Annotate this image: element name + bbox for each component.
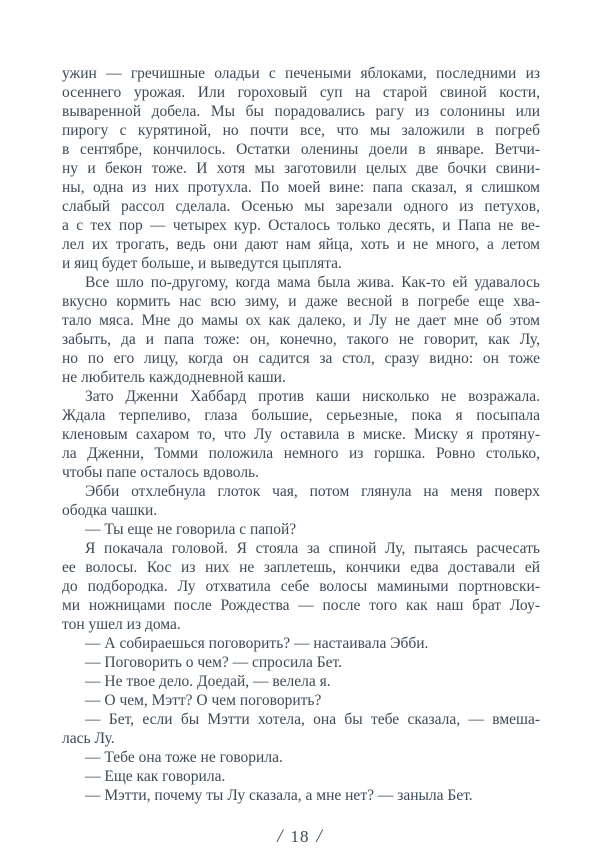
- text-line: Зато Дженни Хаббард против каши нисколько не возражала.: [85, 388, 540, 405]
- text-line: — Тебе она тоже не говорила.: [85, 749, 283, 766]
- text-line: — О чем, Мэтт? О чем поговорить?: [85, 692, 322, 709]
- text-line: вкусно кормить нас всю зиму, и даже весной в погребе еще хва-: [62, 293, 540, 310]
- text-line: — Мэтти, почему ты Лу сказала, а мне нет? — заныла Бет.: [85, 787, 473, 804]
- text-line: Эбби отхлебнула глоток чая, потом глянула на меня поверх: [85, 483, 540, 500]
- text-line: осеннего урожая. Или гороховый суп на старой свиной кости,: [62, 84, 540, 101]
- text-line: слабый рассол сделала. Осенью мы зарезали одного из петухов,: [62, 198, 540, 215]
- text-line: — Поговорить о чем? — спросила Бет.: [85, 654, 342, 671]
- paragraph: [62, 691, 540, 710]
- text-line: тон ушел из дома.: [62, 616, 181, 633]
- text-line: — Еще как говорила.: [85, 768, 226, 785]
- text-line: лась Лу.: [62, 730, 115, 747]
- text-line: ны, одна из них протухла. По моей вине: папа сказал, я слишком: [62, 179, 540, 196]
- folio-slash-right: /: [316, 826, 323, 847]
- text-line: ла Дженни, Томми положила немного из горшка. Ровно столько,: [62, 445, 540, 462]
- paragraph: [62, 653, 540, 672]
- text-line: — Не твое дело. Доедай, — велела я.: [85, 673, 331, 690]
- text-line: кленовым сахаром то, что Лу оставила в миске. Миску я протяну-: [62, 426, 540, 443]
- text-line: — Бет, если бы Мэтти хотела, она бы тебе сказала, — вмеша-: [85, 711, 540, 728]
- paragraph: [62, 786, 540, 805]
- paragraph: [62, 539, 540, 634]
- text-line: — Ты еще не говорила с папой?: [85, 521, 297, 538]
- text-line: Ждала терпеливо, глаза большие, серьезные, пока я посыпала: [62, 407, 540, 424]
- text-line: не любитель каждодневной каши.: [62, 369, 286, 386]
- text-line: тало мяса. Мне до мамы ох как далеко, и Лу не дает мне об этом: [62, 312, 540, 329]
- text-line: ну и бекон тоже. И хотя мы заготовили целых две бочки свини-: [62, 160, 540, 177]
- text-line: ободка чашки.: [62, 502, 158, 519]
- text-line: и яиц будет больше, и выведутся цыплята.: [62, 255, 342, 272]
- text-line: чтобы папе осталось вдоволь.: [62, 464, 260, 481]
- paragraph: [62, 273, 540, 387]
- text-line: ми ножницами после Рождества — после того как наш брат Лоу-: [62, 597, 540, 614]
- text-line: — А собираешься поговорить? — настаивала Эбби.: [85, 635, 429, 652]
- text-line: а с тех пор — четырех кур. Осталось только десять, и Папа не ве-: [62, 217, 540, 234]
- folio-slash-left: /: [277, 826, 284, 847]
- text-line: в сентябре, кончилось. Остатки оленины доели в январе. Ветчи-: [62, 141, 540, 158]
- page-number: 18: [290, 827, 310, 846]
- text-line: Все шло по-другому, когда мама была жива. Как-то ей удавалось: [85, 274, 540, 291]
- text-line: но по его лицу, когда он садится за стол, сразу видно: он тоже: [62, 350, 540, 367]
- text-line: до подбородка. Лу отхватила себе волосы мамиными портновски-: [62, 578, 540, 595]
- page-footer: [0, 826, 600, 848]
- text-line: ее волосы. Кос из них не заплетешь, кончики едва доставали ей: [62, 559, 540, 576]
- text-line: Я покачала головой. Я стояла за спиной Лу, пытаясь расчесать: [85, 540, 540, 557]
- paragraph: [62, 672, 540, 691]
- text-line: лел их трогать, ведь они дают нам яйца, хоть и не много, а летом: [62, 236, 540, 253]
- paragraph: [62, 767, 540, 786]
- paragraph: [62, 748, 540, 767]
- page-text: [62, 64, 540, 805]
- text-line: ужин — гречишные оладьи с печеными яблоками, последними из: [62, 65, 540, 82]
- paragraph: [62, 387, 540, 482]
- paragraph: [62, 482, 540, 520]
- paragraph: [62, 710, 540, 748]
- text-line: вываренной добела. Мы бы порадовались рагу из солонины или: [62, 103, 540, 120]
- text-line: забыть, да и папа тоже: он, конечно, такого не говорит, как Лу,: [62, 331, 540, 348]
- text-line: пирогу с курятиной, но почти все, что мы заложили в погреб: [62, 122, 540, 139]
- paragraph: [62, 520, 540, 539]
- paragraph: [62, 634, 540, 653]
- paragraph: [62, 64, 540, 273]
